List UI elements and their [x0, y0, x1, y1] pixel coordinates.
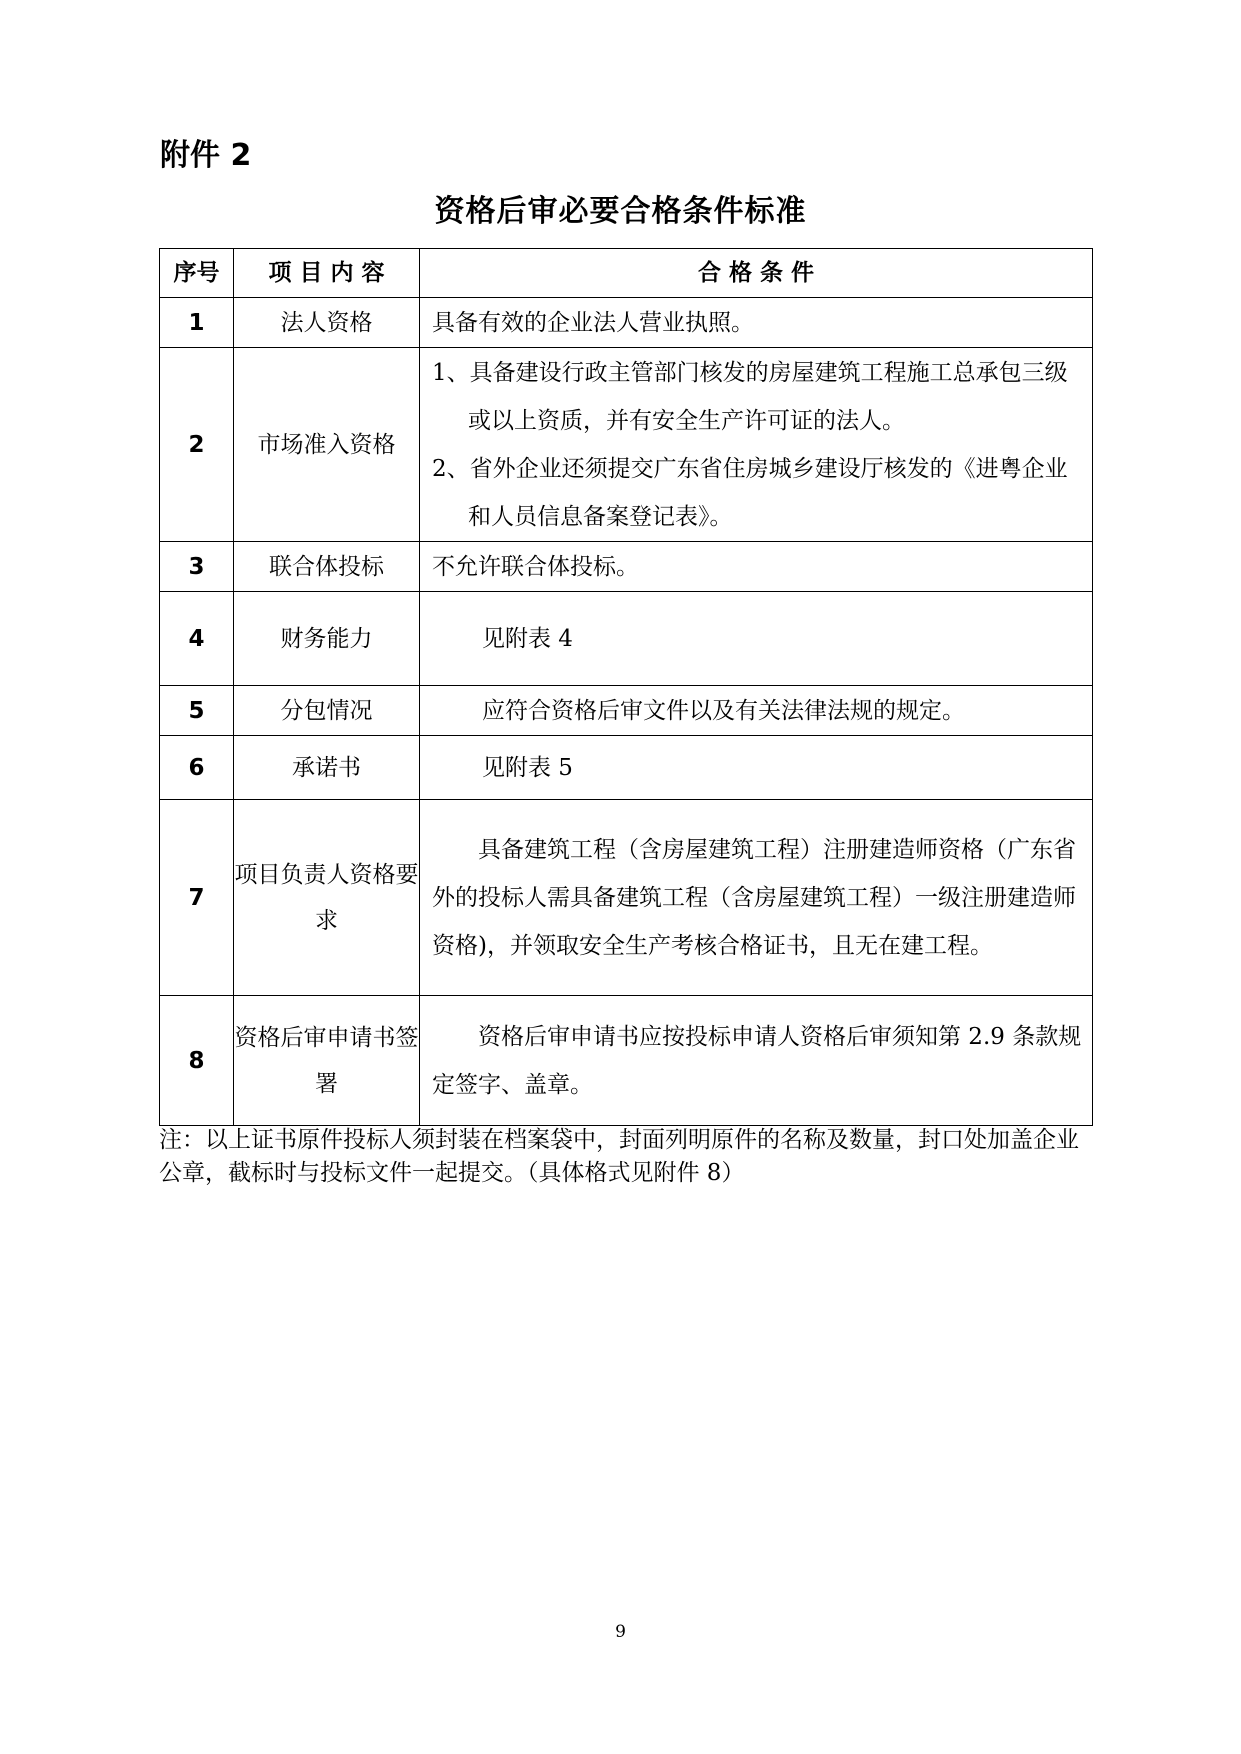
row-condition — [420, 592, 1093, 686]
page-number: 9 — [615, 1622, 626, 1642]
condition-text: 不允许联合体投标。 — [432, 553, 639, 580]
table-row — [160, 686, 1093, 736]
condition-clause-2: 2、省外企业还须提交广东省住房城乡建设厅核发的《进粤企业和人员信息备案登记表》。 — [432, 455, 1068, 530]
header-no: 序号 — [160, 249, 234, 298]
row-item: 资格后审申请书签署 — [234, 996, 420, 1126]
condition-text: 具备有效的企业法人营业执照。 — [432, 309, 754, 336]
row-no: 3 — [160, 542, 234, 592]
qualification-table — [159, 248, 1093, 1126]
table-row — [160, 736, 1093, 800]
table-header-row — [160, 249, 1093, 298]
row-condition — [420, 348, 1093, 542]
row-condition — [420, 298, 1093, 348]
table-row — [160, 592, 1093, 686]
row-condition — [420, 542, 1093, 592]
table-row — [160, 800, 1093, 996]
row-no: 6 — [160, 736, 234, 800]
row-no: 5 — [160, 686, 234, 736]
row-item: 联合体投标 — [234, 542, 420, 592]
condition-clause-1: 1、具备建设行政主管部门核发的房屋建筑工程施工总承包三级或以上资质，并有安全生产许可证的法人。 — [432, 359, 1068, 434]
row-no: 8 — [160, 996, 234, 1126]
row-item: 法人资格 — [234, 298, 420, 348]
row-item: 项目负责人资格要求 — [234, 800, 420, 996]
header-item: 项 目 内 容 — [234, 249, 420, 298]
table-row — [160, 298, 1093, 348]
condition-text: 资格后审申请书应按投标申请人资格后审须知第 2.9 条款规定签字、盖章。 — [432, 1023, 1082, 1098]
footnote: 注：以上证书原件投标人须封装在档案袋中，封面列明原件的名称及数量，封口处加盖企业公章，截标时与投标文件一起提交。（具体格式见附件 8） — [159, 1127, 1079, 1186]
document-title: 资格后审必要合格条件标准 — [434, 194, 807, 229]
row-condition — [420, 736, 1093, 800]
row-condition — [420, 800, 1093, 996]
row-item: 市场准入资格 — [234, 348, 420, 542]
attachment-label: 附件 2 — [160, 138, 252, 173]
condition-text: 见附表 4 — [482, 625, 573, 652]
condition-text: 应符合资格后审文件以及有关法律法规的规定。 — [482, 697, 965, 724]
row-item: 分包情况 — [234, 686, 420, 736]
table-row — [160, 996, 1093, 1126]
header-condition: 合 格 条 件 — [420, 249, 1093, 298]
row-no: 1 — [160, 298, 234, 348]
row-condition — [420, 996, 1093, 1126]
row-item: 财务能力 — [234, 592, 420, 686]
table-row — [160, 348, 1093, 542]
condition-text: 具备建筑工程（含房屋建筑工程）注册建造师资格（广东省外的投标人需具备建筑工程（含房屋建筑工程）一级注册建造师资格)，并领取安全生产考核合格证书，且无在建工程。 — [432, 836, 1076, 959]
row-no: 4 — [160, 592, 234, 686]
row-condition — [420, 686, 1093, 736]
row-item: 承诺书 — [234, 736, 420, 800]
row-no: 2 — [160, 348, 234, 542]
table-row — [160, 542, 1093, 592]
row-no: 7 — [160, 800, 234, 996]
condition-text: 见附表 5 — [482, 754, 573, 781]
